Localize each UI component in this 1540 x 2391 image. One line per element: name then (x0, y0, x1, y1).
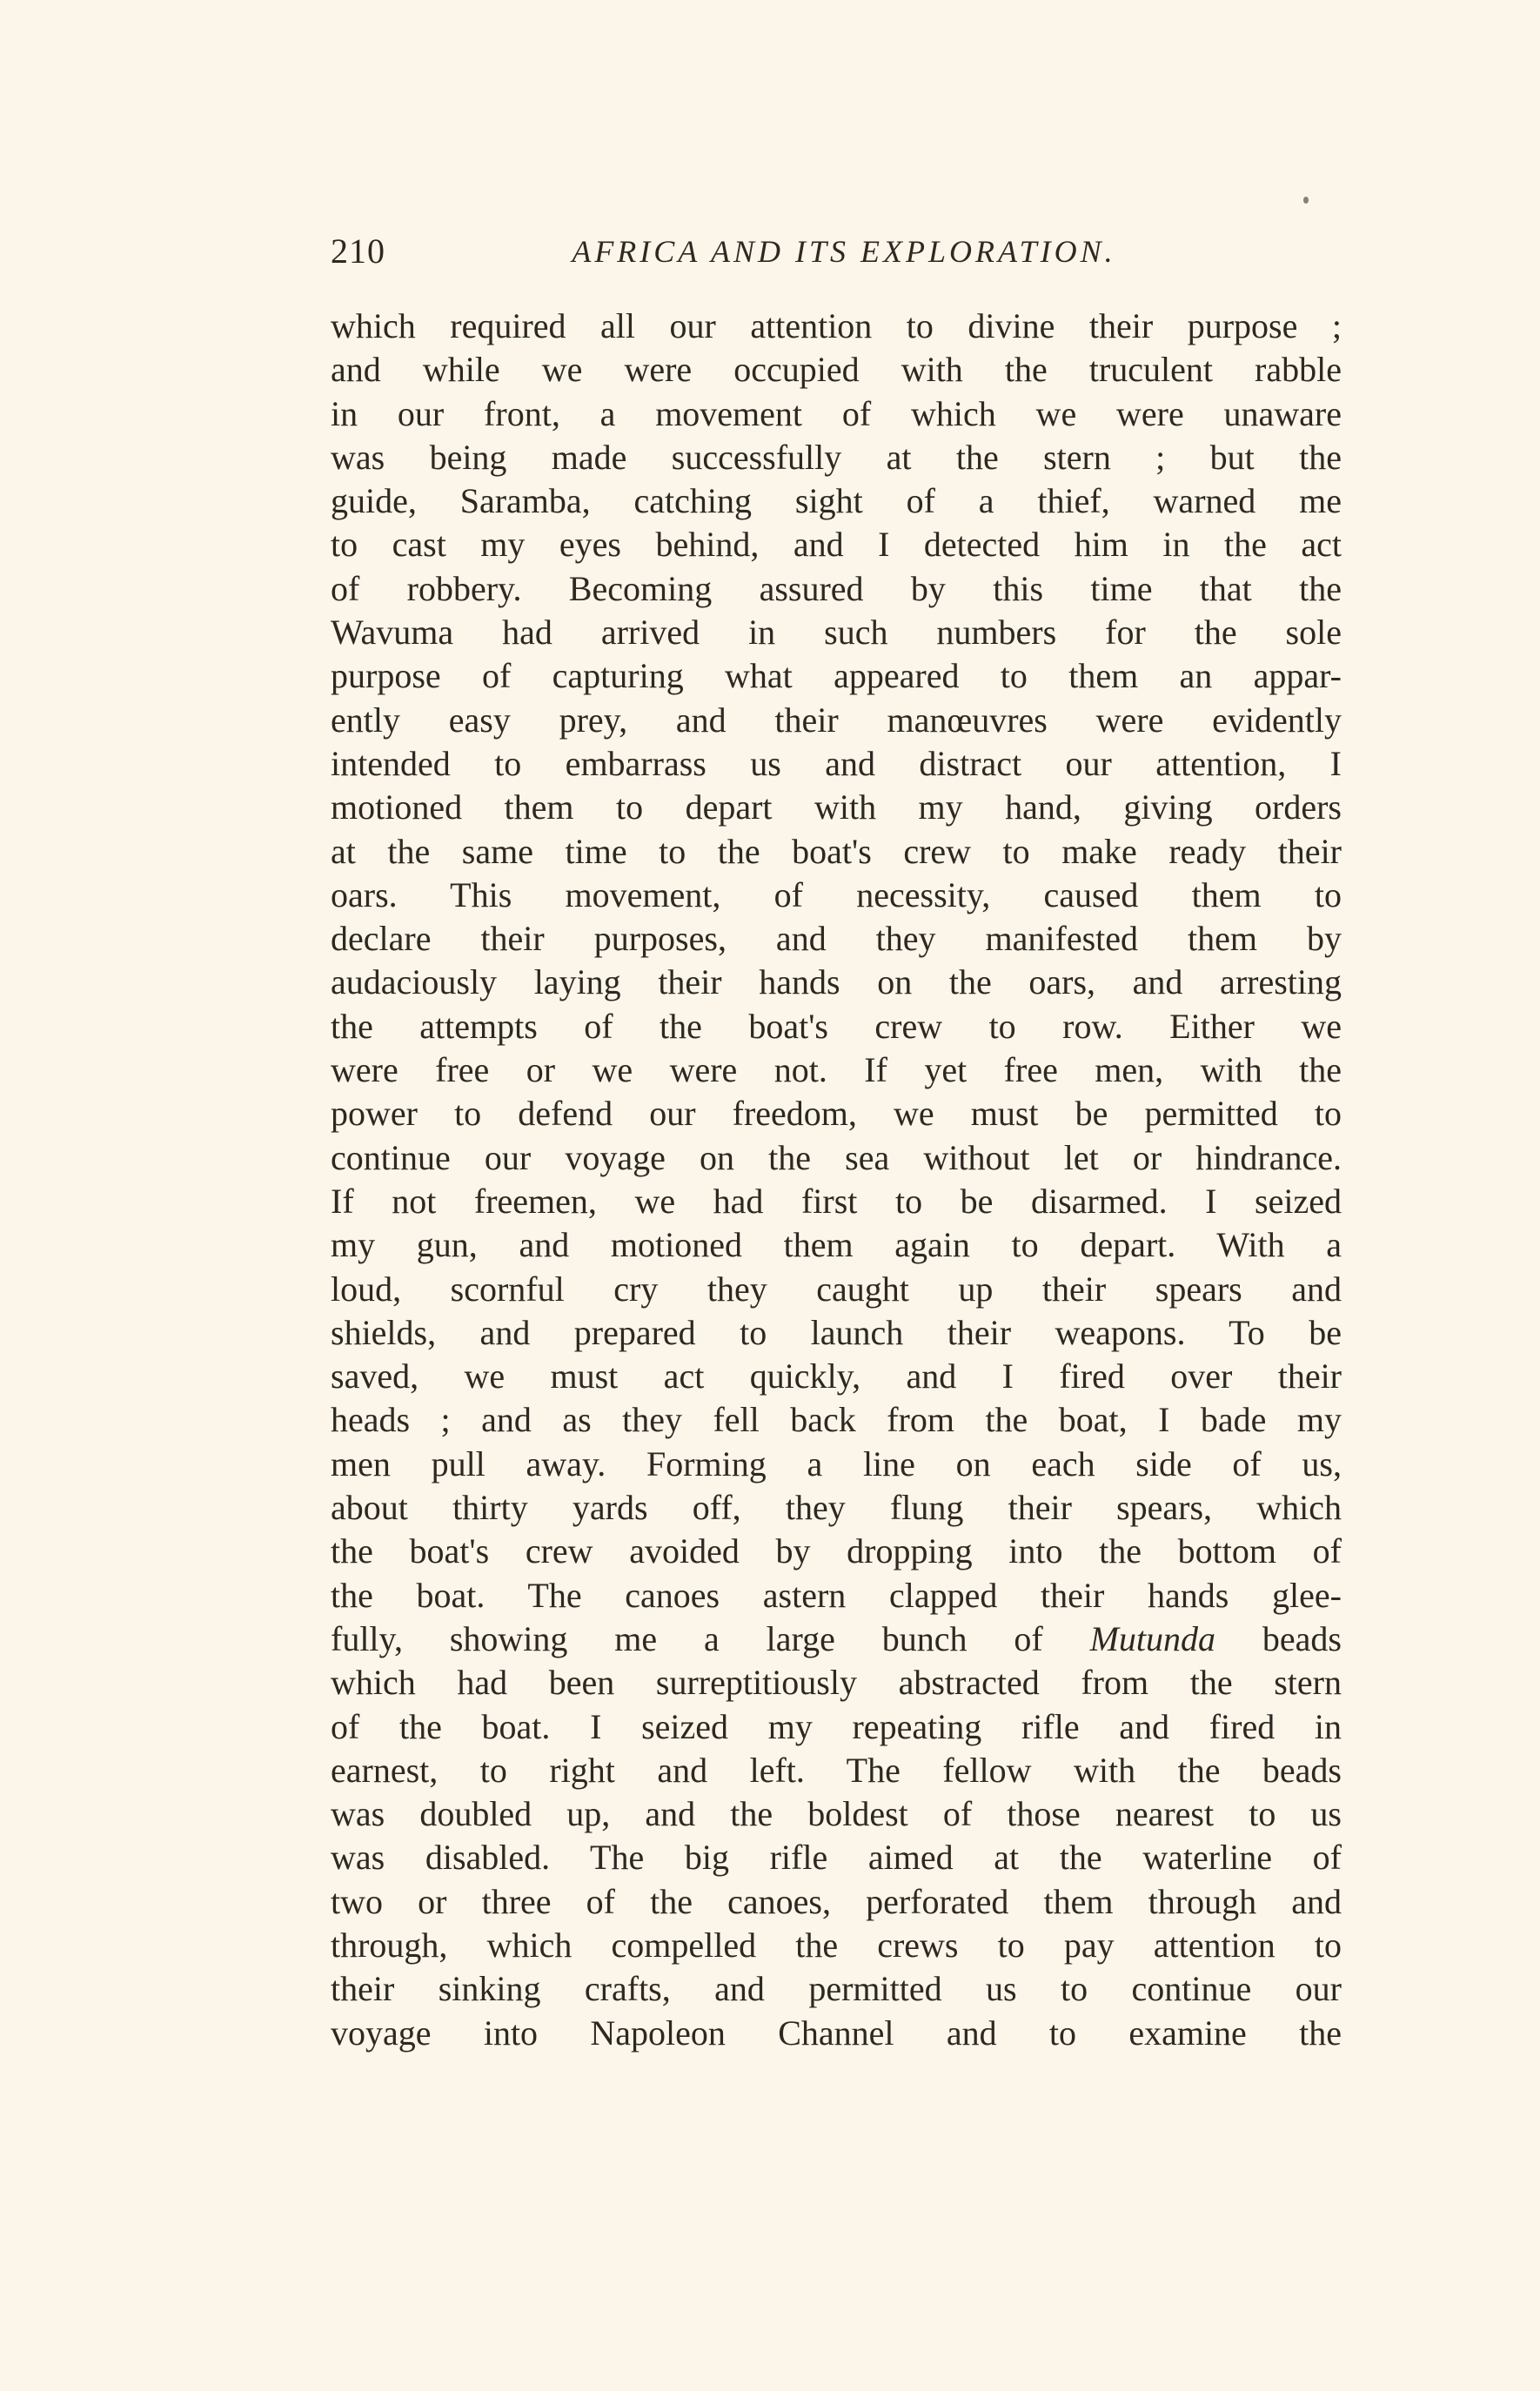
text-line: in our front, a movement of which we were unaware (331, 393, 1342, 433)
text-line: was doubled up, and the boldest of those nearest to us (331, 1794, 1342, 1834)
text-line: loud, scornful cry they caught up their spears and (331, 1269, 1342, 1309)
text-segment: fully, showing me a large bunch of (331, 1618, 1090, 1658)
text-line: power to defend our freedom, we must be permitted to (331, 1094, 1342, 1134)
text-line: declare their purposes, and they manifested them by (331, 919, 1342, 959)
text-line: audaciously laying their hands on the oars, and arresting (331, 962, 1342, 1002)
text-line: of robbery. Becoming assured by this time that the (331, 568, 1342, 608)
text-line: guide, Saramba, catching sight of a thief, warned me (331, 481, 1342, 521)
text-line: the boat's crew avoided by dropping into the bottom of (331, 1531, 1342, 1571)
text-line: the boat. The canoes astern clapped their hands glee- (331, 1575, 1342, 1615)
ink-speck (1303, 197, 1309, 204)
text-line: the attempts of the boat's crew to row. Either we (331, 1006, 1342, 1046)
running-title: AFRICA AND ITS EXPLORATION. (572, 234, 1116, 269)
text-segment: beads (1215, 1618, 1342, 1658)
text-line: earnest, to right and left. The fellow with the beads (331, 1750, 1342, 1790)
text-line: of the boat. I seized my repeating rifle and fired in (331, 1706, 1342, 1746)
text-line: and while we were occupied with the truculent rabble (331, 350, 1342, 390)
text-line: Wavuma had arrived in such numbers for the sole (331, 613, 1342, 653)
text-line: men pull away. Forming a line on each side of us, (331, 1443, 1342, 1483)
text-line: saved, we must act quickly, and I fired over their (331, 1356, 1342, 1396)
text-line: oars. This movement, of necessity, caused them to (331, 874, 1342, 914)
text-line: at the same time to the boat's crew to make ready their (331, 831, 1342, 871)
text-line: about thirty yards off, they flung their spears, which (331, 1488, 1342, 1528)
text-line: was disabled. The big rifle aimed at the waterline of (331, 1838, 1342, 1878)
text-line: my gun, and motioned them again to depart. With a (331, 1225, 1342, 1265)
text-line: continue our voyage on the sea without let or hindrance. (331, 1137, 1342, 1177)
text-line: two or three of the canoes, perforated them through and (331, 1881, 1342, 1921)
page-number: 210 (331, 231, 385, 271)
text-line: If not freemen, we had first to be disarmed. I seized (331, 1181, 1342, 1221)
text-line: which required all our attention to divine their purpose ; (331, 306, 1342, 345)
text-line: motioned them to depart with my hand, giving orders (331, 787, 1342, 827)
italic-term: Mutunda (1089, 1618, 1216, 1658)
text-line: purpose of capturing what appeared to them an appar- (331, 656, 1342, 696)
text-line: intended to embarrass us and distract our attention, I (331, 743, 1342, 783)
running-head (331, 224, 1342, 278)
text-line: to cast my eyes behind, and I detected him in the act (331, 525, 1342, 565)
text-line: shields, and prepared to launch their weapons. To be (331, 1312, 1342, 1352)
body-text (331, 305, 1342, 2055)
text-line: was being made successfully at the stern ; but the (331, 437, 1342, 477)
text-line: voyage into Napoleon Channel and to examine the (331, 2013, 1342, 2053)
text-line: heads ; and as they fell back from the boat, I bade my (331, 1400, 1342, 1440)
text-line: their sinking crafts, and permitted us to continue our (331, 1969, 1342, 2009)
text-line: ently easy prey, and their manœuvres were evidently (331, 700, 1342, 740)
text-line: which had been surreptitiously abstracted from the stern (331, 1663, 1342, 1703)
text-line: through, which compelled the crews to pay attention to (331, 1925, 1342, 1965)
text-line-with-italic (331, 1617, 1342, 1661)
text-line: were free or we were not. If yet free men, with the (331, 1050, 1342, 1090)
